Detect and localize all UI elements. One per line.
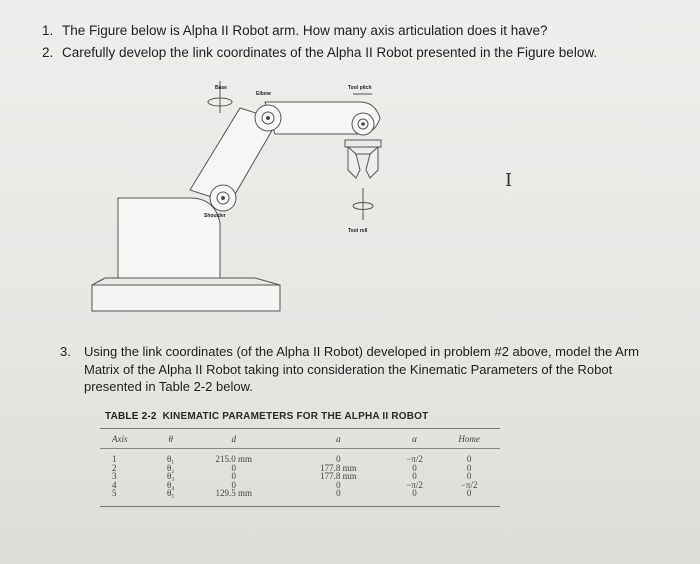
question-text: The Figure below is Alpha II Robot arm. How many axis articulation does it have? (62, 23, 548, 38)
question-3 (60, 343, 660, 396)
table-row (100, 489, 500, 506)
gripper-right-finger (366, 147, 378, 178)
header-d: d (181, 429, 286, 449)
gripper-body (345, 140, 381, 147)
cell-alpha: 0 (412, 471, 417, 482)
question-number: 1. (42, 23, 54, 38)
header-alpha: α (391, 429, 439, 449)
header-a: a (286, 429, 391, 449)
cell-axis: 1 (112, 454, 117, 464)
robot-arm-figure (80, 78, 410, 323)
base-plate (92, 285, 280, 311)
base-label: Base (215, 85, 227, 91)
cell-a: 0 (336, 479, 341, 490)
table-caption (105, 411, 428, 422)
question-1 (42, 22, 548, 40)
cell-home: 0 (438, 489, 500, 506)
cell-alpha: 0 (412, 462, 417, 473)
cell-d: 0 (231, 479, 236, 490)
cell-theta: θ₅ (160, 489, 181, 506)
cell-theta: θ₂ (166, 462, 175, 473)
cell-a: 0 (286, 489, 391, 506)
question-text: Using the link coordinates (of the Alpha II Robot) developed in problem #2 above, model the Arm Matrix of the Alpha II Robot taking into consideration the Kinematic Parameters of the Robot presented in Table 2-2 below. (84, 344, 639, 394)
elbow-label: Elbow (256, 91, 271, 97)
cell-alpha: 0 (391, 489, 439, 506)
table-row (100, 481, 500, 490)
cell-theta: θ₄ (166, 479, 175, 490)
header-home: Home (438, 429, 500, 449)
cell-d: 0 (231, 462, 236, 473)
cell-d: 0 (231, 471, 236, 482)
cell-axis: 4 (112, 479, 117, 490)
tool-pitch-label: Tool pitch (348, 85, 372, 91)
cell-axis: 3 (112, 471, 117, 482)
cell-theta: θ₁ (166, 454, 175, 464)
cell-axis: 5 (100, 489, 160, 506)
question-2 (42, 44, 597, 62)
table-row (100, 464, 500, 473)
cell-d: 215.0 mm (215, 454, 252, 464)
question-number: 2. (42, 45, 54, 60)
cell-a: 0 (336, 454, 341, 464)
kinematic-parameters-table (100, 428, 500, 507)
question-number: 3. (60, 344, 71, 359)
cell-alpha: −π/2 (406, 479, 423, 490)
table-caption-id: TABLE 2-2 (105, 411, 157, 422)
shoulder-label: Shoulder (204, 213, 226, 219)
header-axis: Axis (100, 429, 160, 449)
gripper-left-finger (348, 147, 360, 178)
header-theta: θ (160, 429, 181, 449)
cell-home: −π/2 (460, 479, 478, 490)
cell-a: 177.8 mm (320, 471, 357, 482)
cell-a: 177.8 mm (320, 462, 357, 473)
table-row (100, 449, 500, 464)
table-header-row (100, 429, 500, 449)
cell-theta: θ₃ (166, 471, 175, 482)
cell-home: 0 (466, 454, 472, 464)
question-text: Carefully develop the link coordinates of the Alpha II Robot presented in the Figure below. (62, 45, 598, 60)
cell-home: 0 (466, 471, 472, 482)
text-cursor-icon: I (505, 170, 513, 191)
tool-roll-label: Tool roll (348, 228, 368, 234)
cell-home: 0 (466, 462, 472, 473)
body-tower (118, 198, 220, 278)
table-caption-title: KINEMATIC PARAMETERS FOR THE ALPHA II ROBOT (162, 411, 429, 422)
cell-axis: 2 (112, 462, 117, 473)
cell-d: 129.5 mm (181, 489, 286, 506)
cell-alpha: −π/2 (406, 454, 423, 464)
table-row (100, 472, 500, 481)
